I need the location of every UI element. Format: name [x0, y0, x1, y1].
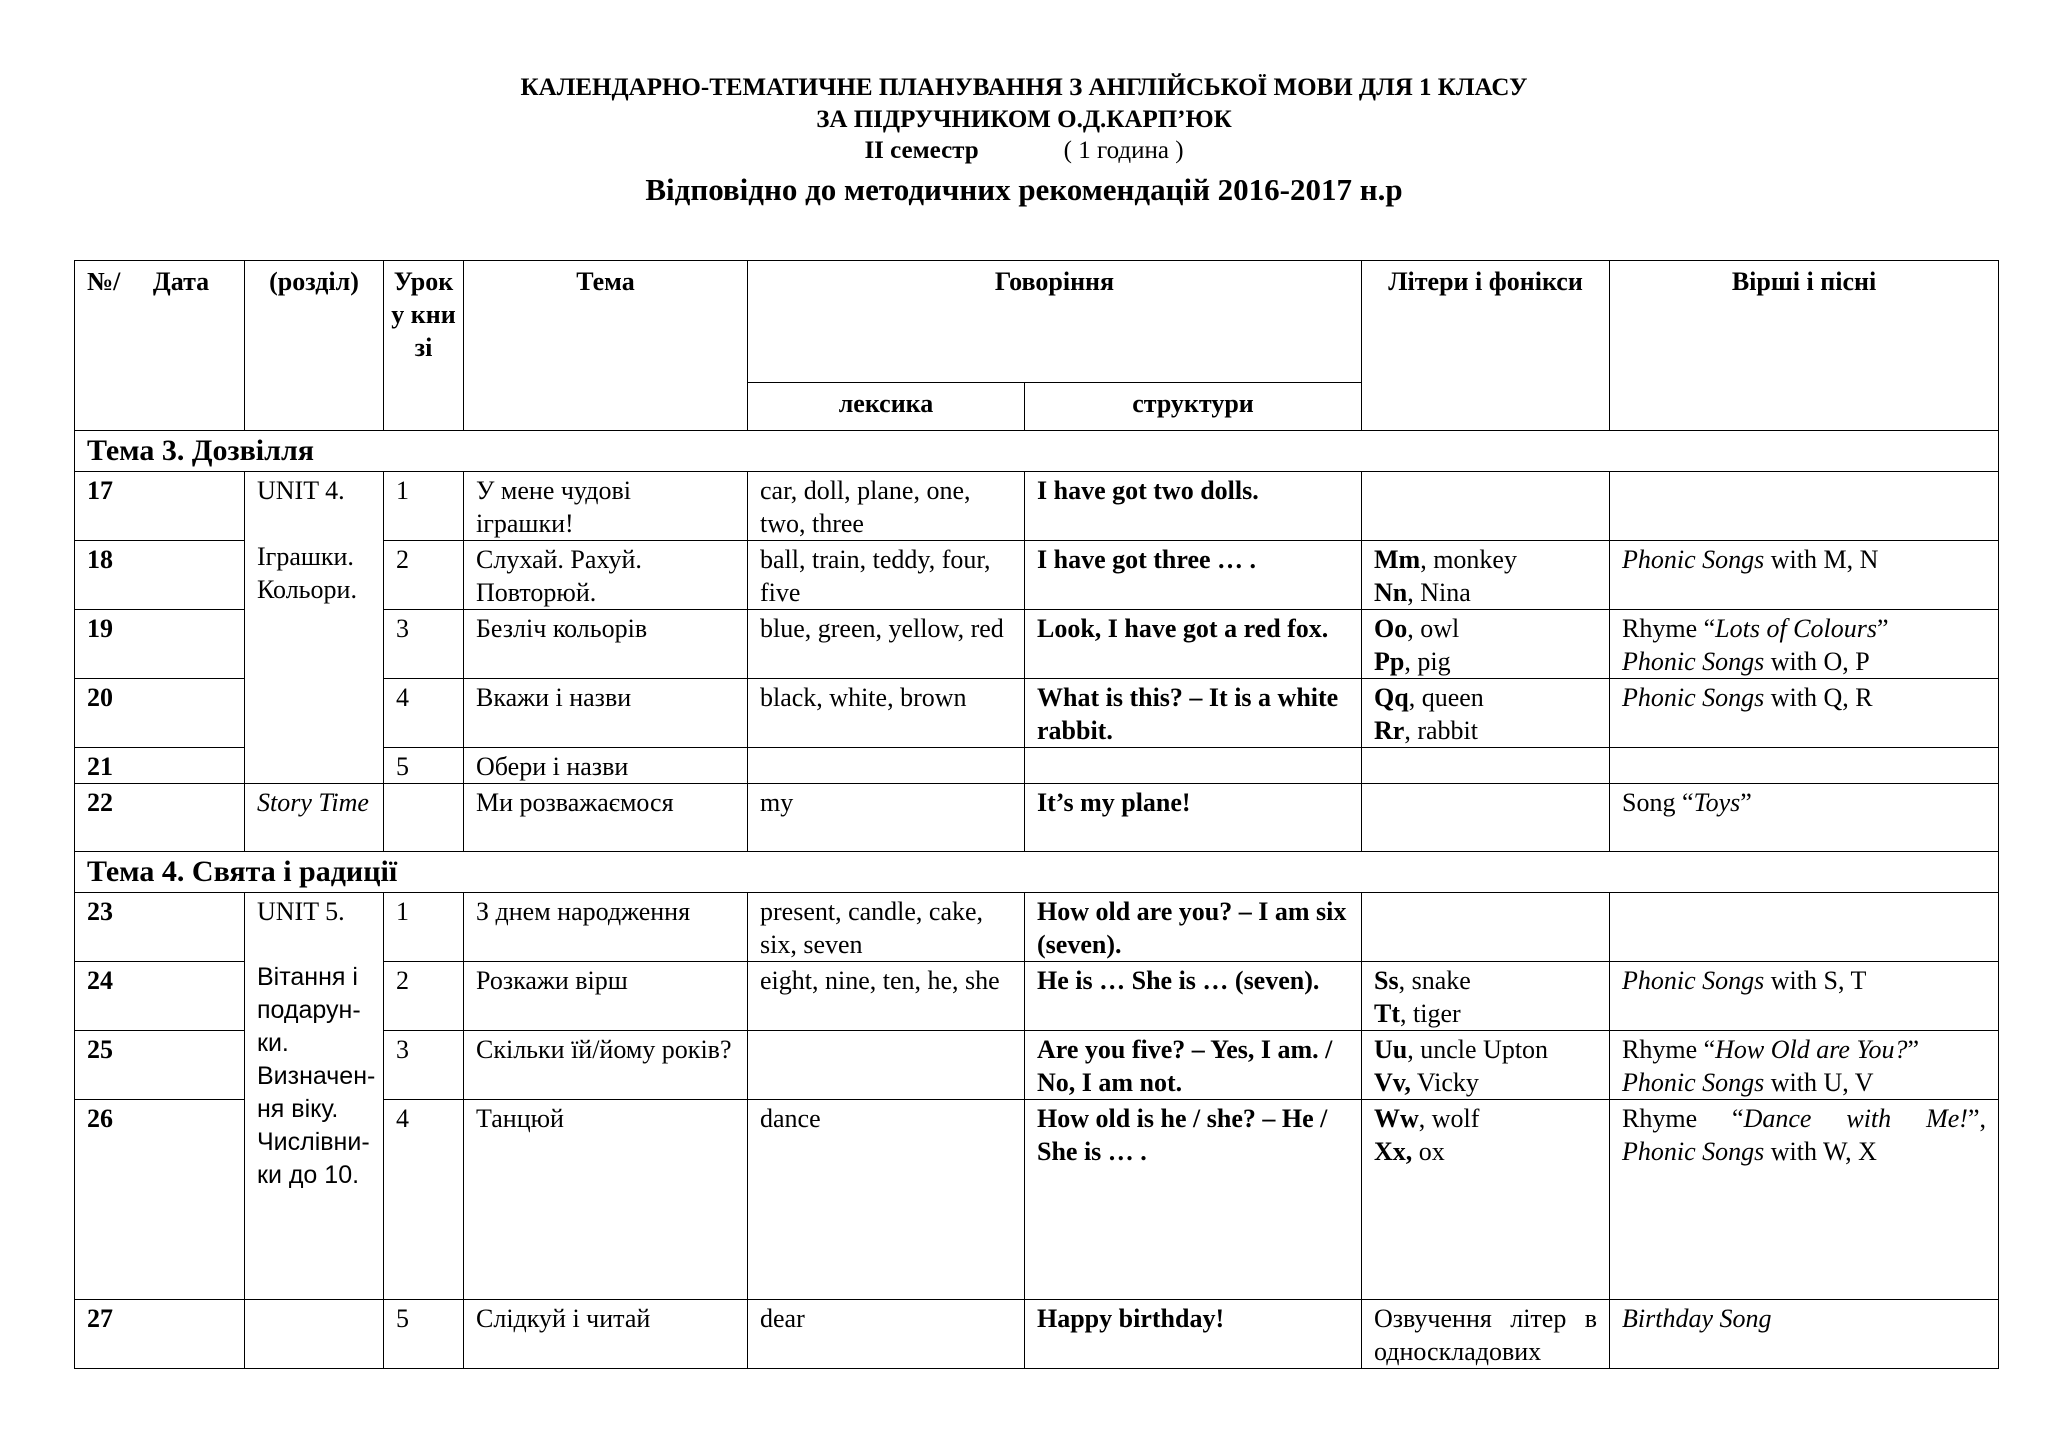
title-line-2: ЗА ПІДРУЧНИКОМ О.Д.КАРП’ЮК	[816, 106, 1232, 133]
lesson-topic: З днем народження	[464, 893, 748, 962]
rhymes	[1610, 472, 1999, 541]
song-title: Phonic Songs	[1622, 683, 1765, 712]
rhyme-prefix: Rhyme “	[1622, 1035, 1716, 1064]
letter: Oo	[1374, 614, 1408, 643]
vocabulary: black, white, brown	[748, 679, 1025, 748]
song-note: with O, P	[1764, 647, 1870, 676]
section-empty	[245, 1300, 384, 1369]
plan-table	[74, 260, 1999, 1369]
letter-word: , tiger	[1400, 999, 1461, 1028]
col-letters: Літери і фонікси	[1362, 261, 1610, 431]
unit-5-title: UNIT 5.	[257, 897, 345, 926]
title-line-4: Відповідно до методичних рекомендацій 2016-2017 н.р	[645, 172, 1403, 207]
letter-word: , wolf	[1418, 1104, 1480, 1133]
vocabulary: eight, nine, ten, he, she	[748, 962, 1025, 1031]
structures: How old is he / she? – He / She is … .	[1025, 1100, 1362, 1300]
rhymes: Birthday Song	[1610, 1300, 1999, 1369]
song-note: with M, N	[1764, 545, 1879, 574]
structures: I have got three … .	[1025, 541, 1362, 610]
song-title: Phonic Songs	[1622, 647, 1765, 676]
lesson-topic: Безліч кольорів	[464, 610, 748, 679]
row-number: 23	[75, 893, 245, 962]
col-vocabulary: лексика	[748, 383, 1025, 431]
rhymes	[1610, 784, 1999, 852]
letter: Vv,	[1374, 1068, 1411, 1097]
lesson-number: 5	[384, 1300, 464, 1369]
letter-word: , rabbit	[1404, 716, 1478, 745]
header-row	[75, 261, 1999, 383]
rhymes	[1610, 1031, 1999, 1100]
unit-5-name: Вітання і подарун-ки. Визначен-ня віку. Числівни-ки до 10.	[257, 963, 376, 1189]
lesson-topic: Слідкуй і читай	[464, 1300, 748, 1369]
structures: It’s my plane!	[1025, 784, 1362, 852]
rhymes	[1610, 610, 1999, 679]
semester: ІІ семестр	[864, 137, 979, 164]
rhyme-title: Dance with Me!	[1743, 1104, 1968, 1133]
letter-word: , Nina	[1407, 578, 1471, 607]
letter-word: , monkey	[1420, 545, 1517, 574]
unit-4-name: Іграшки. Кольори.	[257, 542, 357, 604]
title-line-1: КАЛЕНДАРНО-ТЕМАТИЧНЕ ПЛАНУВАННЯ З АНГЛІЙСЬКОЇ МОВИ ДЛЯ 1 КЛАСУ	[520, 74, 1528, 101]
lesson-number: 4	[384, 1100, 464, 1300]
rhyme-title: Lots of Colours	[1715, 614, 1877, 643]
unit-4-cell	[245, 472, 384, 784]
letter: Rr	[1374, 716, 1405, 745]
document-header	[0, 72, 2048, 210]
letters	[1362, 679, 1610, 748]
rhymes	[1610, 679, 1999, 748]
letter: Pp	[1374, 647, 1405, 676]
letter-word: , queen	[1408, 683, 1484, 712]
rhyme-suffix: ”	[1907, 1035, 1920, 1064]
vocabulary: dance	[748, 1100, 1025, 1300]
col-num-date: №/ Дата	[75, 261, 245, 431]
hours: ( 1 година )	[1063, 137, 1184, 164]
lesson-number: 5	[384, 748, 464, 784]
letter: Uu	[1374, 1035, 1408, 1064]
lesson-number	[384, 784, 464, 852]
col-rhymes: Вірші і пісні	[1610, 261, 1999, 431]
col-topic: Тема	[464, 261, 748, 431]
letters: Озвучення літер в односкладових	[1362, 1300, 1610, 1369]
letter: Xx,	[1374, 1137, 1413, 1166]
vocabulary: dear	[748, 1300, 1025, 1369]
table-row	[75, 1300, 1999, 1369]
letters	[1362, 1100, 1610, 1300]
song-title: Phonic Songs	[1622, 1068, 1765, 1097]
row-number: 20	[75, 679, 245, 748]
letter-word: , snake	[1398, 966, 1471, 995]
song-title: Toys	[1693, 788, 1741, 817]
rhymes	[1610, 748, 1999, 784]
lesson-topic: Слухай. Рахуй. Повторюй.	[464, 541, 748, 610]
lesson-number: 4	[384, 679, 464, 748]
col-structures: структури	[1025, 383, 1362, 431]
song-note: with Q, R	[1764, 683, 1873, 712]
lesson-topic: Танцюй	[464, 1100, 748, 1300]
topic-4: Тема 4. Свята і радиції	[75, 852, 1999, 893]
structures: Are you five? – Yes, I am. / No, I am not.	[1025, 1031, 1362, 1100]
rhyme-title: How Old are You?	[1715, 1035, 1908, 1064]
row-number: 26	[75, 1100, 245, 1300]
rhyme-suffix: ”	[1876, 614, 1889, 643]
topic-row-3	[75, 431, 1999, 472]
rhymes	[1610, 541, 1999, 610]
table-row	[75, 472, 1999, 541]
row-number: 19	[75, 610, 245, 679]
letters	[1362, 962, 1610, 1031]
unit-5-cell	[245, 893, 384, 1300]
vocabulary: ball, train, teddy, four, five	[748, 541, 1025, 610]
letter-word: ox	[1412, 1137, 1445, 1166]
row-number: 27	[75, 1300, 245, 1369]
letter: Ss	[1374, 966, 1399, 995]
letters	[1362, 472, 1610, 541]
letter-word: , pig	[1404, 647, 1451, 676]
song-title: Phonic Songs	[1622, 966, 1765, 995]
semester-line	[0, 136, 2048, 166]
letters	[1362, 541, 1610, 610]
letter: Mm	[1374, 545, 1421, 574]
table-row	[75, 784, 1999, 852]
letter-word: Vicky	[1410, 1068, 1479, 1097]
letters	[1362, 784, 1610, 852]
rhymes	[1610, 1100, 1999, 1300]
table-row	[75, 893, 1999, 962]
rhyme-suffix: ”,	[1967, 1104, 1986, 1133]
vocabulary	[748, 748, 1025, 784]
col-lesson: Урок у книзі	[384, 261, 464, 431]
lesson-number: 1	[384, 893, 464, 962]
lesson-topic: У мене чудові іграшки!	[464, 472, 748, 541]
vocabulary: present, candle, cake, six, seven	[748, 893, 1025, 962]
unit-4-title: UNIT 4.	[257, 476, 345, 505]
structures: What is this? – It is a white rabbit.	[1025, 679, 1362, 748]
lesson-number: 2	[384, 962, 464, 1031]
vocabulary: blue, green, yellow, red	[748, 610, 1025, 679]
structures: How old are you? – I am six (seven).	[1025, 893, 1362, 962]
rhymes	[1610, 893, 1999, 962]
story-time: Story Time	[245, 784, 384, 852]
lesson-number: 1	[384, 472, 464, 541]
row-number: 24	[75, 962, 245, 1031]
col-speaking: Говоріння	[748, 261, 1362, 383]
song-note: with S, T	[1764, 966, 1867, 995]
vocabulary	[748, 1031, 1025, 1100]
letter: Qq	[1374, 683, 1409, 712]
lesson-topic: Розкажи вірш	[464, 962, 748, 1031]
row-number: 25	[75, 1031, 245, 1100]
song-note: with U, V	[1764, 1068, 1874, 1097]
letter-word: , owl	[1407, 614, 1460, 643]
song-title: Phonic Songs	[1622, 1137, 1765, 1166]
rhyme-prefix: Rhyme “	[1622, 1104, 1744, 1133]
row-number: 22	[75, 784, 245, 852]
song-prefix: Song “	[1622, 788, 1694, 817]
vocabulary: my	[748, 784, 1025, 852]
letters	[1362, 1031, 1610, 1100]
lesson-number: 3	[384, 1031, 464, 1100]
structures: Happy birthday!	[1025, 1300, 1362, 1369]
topic-3: Тема 3. Дозвілля	[75, 431, 1999, 472]
letters	[1362, 610, 1610, 679]
rhymes	[1610, 962, 1999, 1031]
letter-word: , uncle Upton	[1407, 1035, 1549, 1064]
lesson-topic: Ми розважаємося	[464, 784, 748, 852]
letter: Ww	[1374, 1104, 1419, 1133]
lesson-number: 3	[384, 610, 464, 679]
lesson-topic: Вкажи і назви	[464, 679, 748, 748]
lesson-number: 2	[384, 541, 464, 610]
song-title: Phonic Songs	[1622, 545, 1765, 574]
structures: Look, I have got a red fox.	[1025, 610, 1362, 679]
vocabulary: car, doll, plane, one, two, three	[748, 472, 1025, 541]
topic-row-4	[75, 852, 1999, 893]
letter: Nn	[1374, 578, 1408, 607]
row-number: 21	[75, 748, 245, 784]
song-note: with W, X	[1764, 1137, 1877, 1166]
structures: He is … She is … (seven).	[1025, 962, 1362, 1031]
lesson-topic: Скільки їй/йому років?	[464, 1031, 748, 1100]
structures	[1025, 748, 1362, 784]
lesson-topic: Обери і назви	[464, 748, 748, 784]
row-number: 17	[75, 472, 245, 541]
structures: I have got two dolls.	[1025, 472, 1362, 541]
rhyme-prefix: Rhyme “	[1622, 614, 1716, 643]
col-section: (розділ)	[245, 261, 384, 431]
letters	[1362, 748, 1610, 784]
letter: Tt	[1374, 999, 1400, 1028]
song-suffix: ”	[1740, 788, 1752, 817]
rhyme-line	[1622, 1102, 1986, 1135]
letters	[1362, 893, 1610, 962]
row-number: 18	[75, 541, 245, 610]
